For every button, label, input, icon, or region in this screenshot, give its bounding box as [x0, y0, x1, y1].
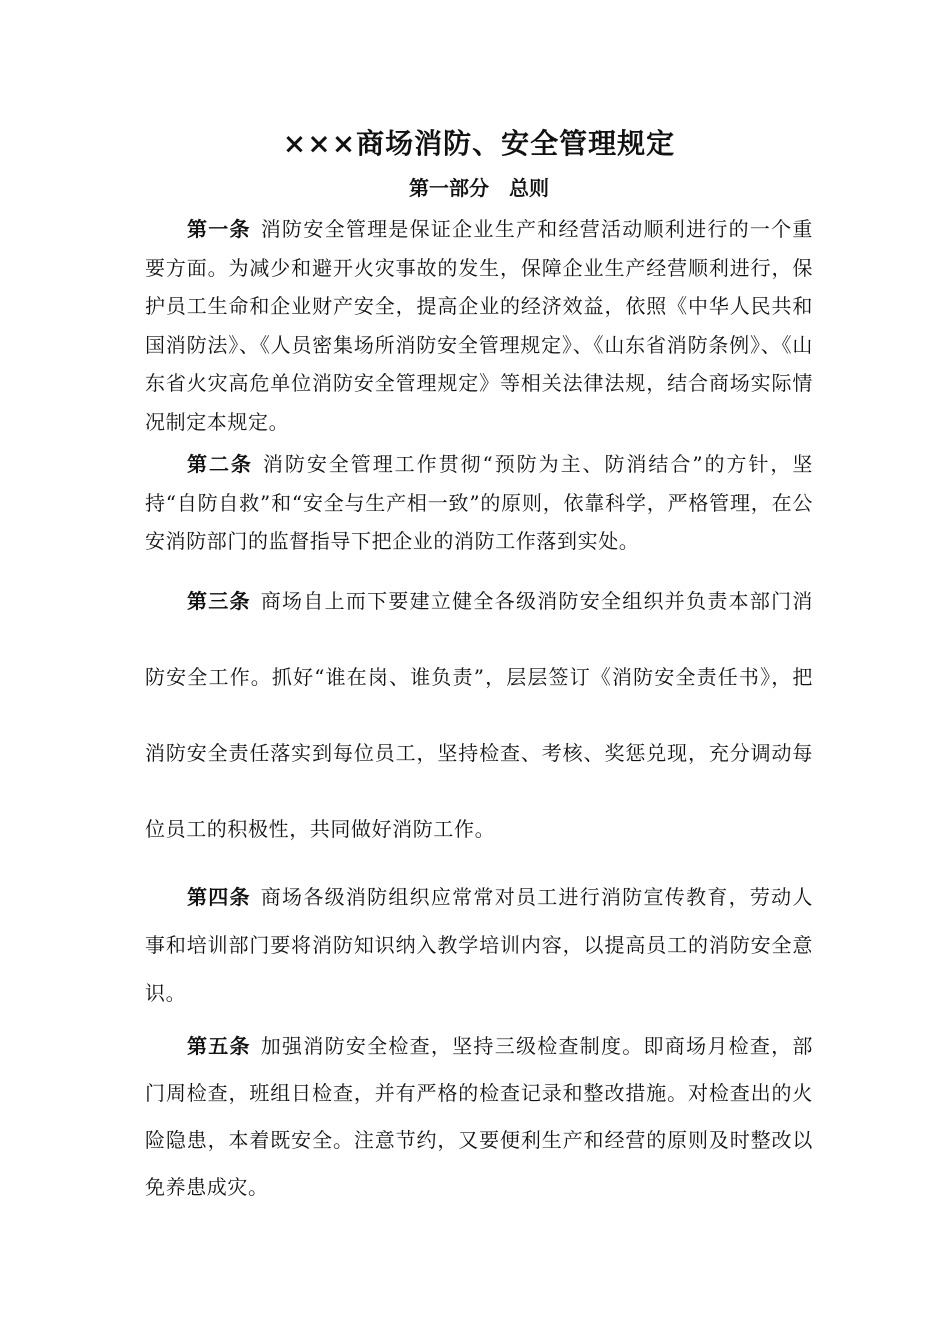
document-page [145, 118, 813, 1211]
article-5 [145, 1023, 813, 1211]
article-2 [145, 445, 813, 561]
section-heading: 第一部分 总则 [409, 176, 549, 200]
article-label: 第三条 [187, 588, 251, 613]
article-1 [145, 210, 813, 441]
article-text: 商场各级消防组织应常常对员工进行消防宣传教育，劳动人事和培训部门要将消防知识纳入教学培训内容，以提高员工的消防安全意识。 [145, 884, 813, 1005]
article-label: 第五条 [187, 1033, 251, 1058]
article-text: 消防安全管理是保证企业生产和经营活动顺利进行的一个重要方面。为减少和避开火灾事故的发生，保障企业生产经营顺利进行，保护员工生命和企业财产安全，提高企业的经济效益，依照《中华人民共和国消防法》、《人员密集场所消防安全管理规定》、《山东省消防条例》、《山东省火灾高危单位消防安全管理规定》等相关法律法规，结合商场实际情况制定本规定。 [145, 217, 813, 434]
article-text: 加强消防安全检查，坚持三级检查制度。即商场月检查，部门周检查，班组日检查，并有严格的检查记录和整改措施。对检查出的火险隐患，本着既安全。注意节约，又要便利生产和经营的原则及时整改以免养患成灾。 [145, 1033, 813, 1199]
document-title: ×××商场消防、安全管理规定 [282, 127, 676, 160]
article-3 [145, 563, 813, 867]
article-label: 第二条 [187, 452, 253, 476]
article-label: 第四条 [187, 884, 251, 909]
article-4 [145, 873, 813, 1017]
article-text: 商场自上而下要建立健全各级消防安全组织并负责本部门消防安全工作。抓好“谁在岗、谁负责”，层层签订《消防安全责任书》，把消防安全责任落实到每位员工，坚持检查、考核、奖惩兑现，充分调动每位员工的积极性，共同做好消防工作。 [145, 588, 813, 841]
article-text: 消防安全管理工作贯彻“预防为主、防消结合”的方针，坚持“自防自救”和“安全与生产相一致”的原则，依靠科学，严格管理，在公安消防部门的监督指导下把企业的消防工作落到实处。 [145, 452, 813, 553]
article-label: 第一条 [187, 217, 251, 241]
